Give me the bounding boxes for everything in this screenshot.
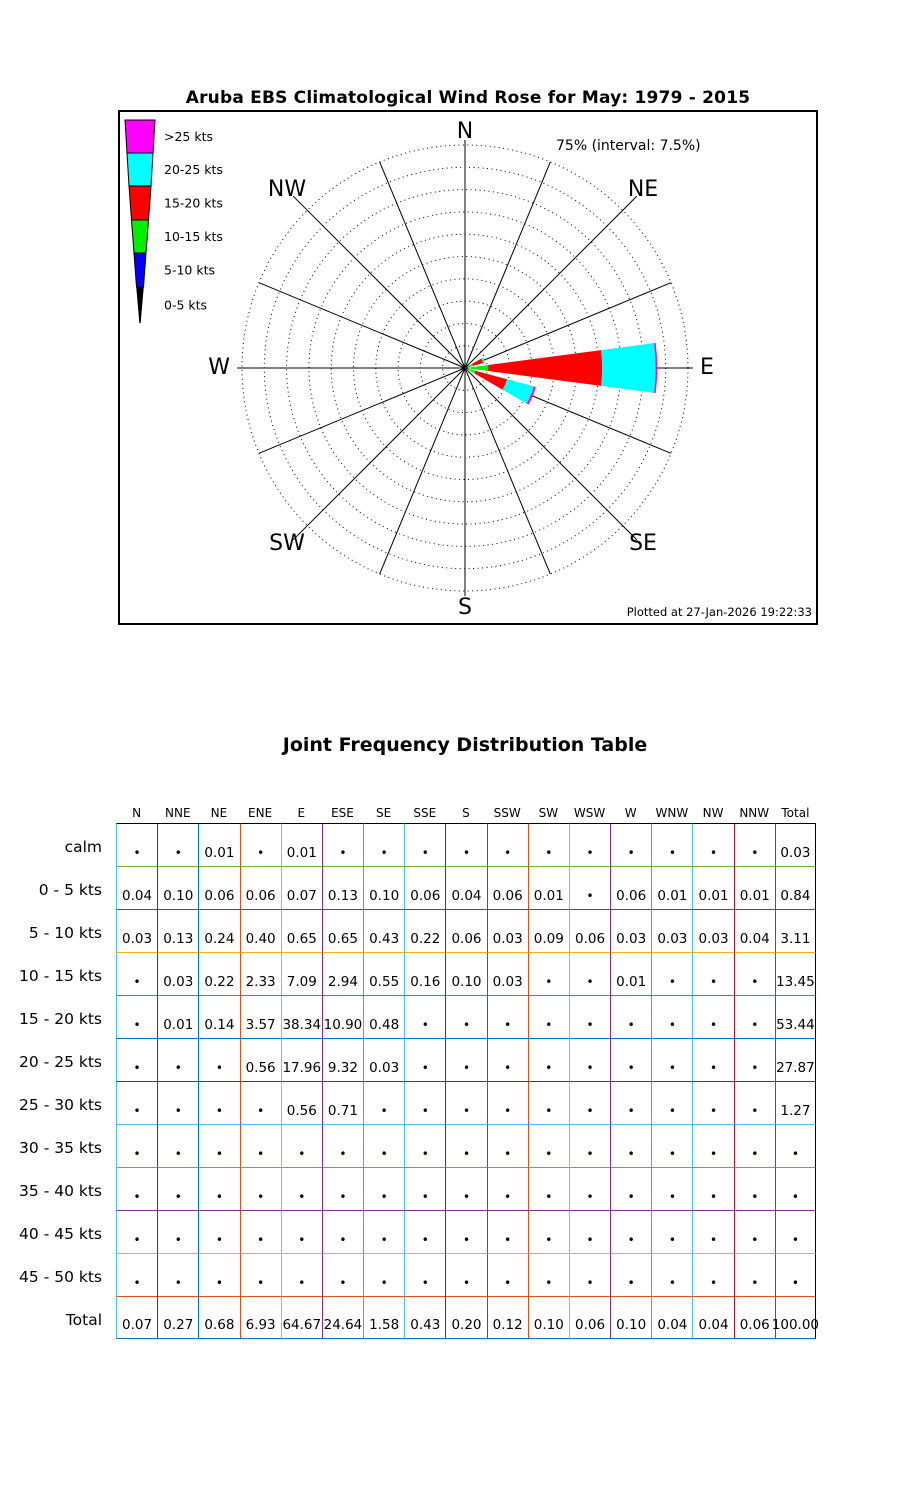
table-cell: • bbox=[528, 1038, 569, 1081]
table-cell: 0.03 bbox=[116, 909, 157, 952]
table-cell: • bbox=[363, 1081, 404, 1124]
compass-label-NE: NE bbox=[627, 177, 659, 202]
table-cell: • bbox=[198, 1081, 239, 1124]
table-cell: 38.34 bbox=[281, 995, 322, 1038]
table-cell: 0.10 bbox=[528, 1296, 569, 1339]
table-cell: • bbox=[240, 1210, 281, 1253]
table-cell: 0.12 bbox=[487, 1296, 528, 1339]
column-header-Total: Total bbox=[781, 806, 810, 820]
table-cell: • bbox=[322, 1124, 363, 1167]
table-cell: • bbox=[734, 952, 775, 995]
table-cell: 0.06 bbox=[240, 866, 281, 909]
table-cell: • bbox=[322, 1167, 363, 1210]
table-cell: 0.84 bbox=[775, 866, 816, 909]
table-cell: • bbox=[569, 952, 610, 995]
column-header-NNE: NNE bbox=[164, 806, 191, 820]
table-cell: • bbox=[610, 823, 651, 866]
table-cell: 0.06 bbox=[198, 866, 239, 909]
table-cell: • bbox=[363, 823, 404, 866]
table-cell: 3.57 bbox=[240, 995, 281, 1038]
compass-label-SE: SE bbox=[629, 531, 657, 556]
table-cell: 100.00 bbox=[775, 1296, 816, 1339]
table-cell: 0.10 bbox=[157, 866, 198, 909]
table-cell: • bbox=[528, 1253, 569, 1296]
compass-label-E: E bbox=[700, 355, 714, 380]
table-cell: • bbox=[528, 823, 569, 866]
table-cell: 0.22 bbox=[198, 952, 239, 995]
table-cell: • bbox=[198, 1253, 239, 1296]
table-cell: • bbox=[528, 1167, 569, 1210]
table-cell: • bbox=[445, 823, 486, 866]
table-cell: • bbox=[363, 1253, 404, 1296]
spoke-line bbox=[259, 283, 465, 368]
table-cell: 17.96 bbox=[281, 1038, 322, 1081]
table-cell: • bbox=[569, 1081, 610, 1124]
table-cell: • bbox=[116, 1038, 157, 1081]
spoke-line bbox=[293, 196, 465, 368]
table-cell: 3.11 bbox=[775, 909, 816, 952]
table-cell: • bbox=[363, 1210, 404, 1253]
spoke-line bbox=[293, 368, 465, 540]
plotted-at-text: Plotted at 27-Jan-2026 19:22:33 bbox=[626, 605, 812, 619]
table-cell: 0.10 bbox=[445, 952, 486, 995]
table-cell: • bbox=[692, 995, 733, 1038]
table-cell: • bbox=[692, 1253, 733, 1296]
table-cell: • bbox=[528, 952, 569, 995]
table-cell: 0.03 bbox=[692, 909, 733, 952]
table-cell: 0.04 bbox=[445, 866, 486, 909]
column-header-SW: SW bbox=[538, 806, 559, 820]
table-cell: 0.01 bbox=[528, 866, 569, 909]
legend-label: 0-5 kts bbox=[164, 297, 208, 313]
table-cell: • bbox=[157, 1167, 198, 1210]
legend-swatch bbox=[134, 253, 146, 287]
table-cell: • bbox=[651, 1167, 692, 1210]
table-cell: • bbox=[569, 1038, 610, 1081]
table-cell: 0.03 bbox=[487, 909, 528, 952]
table-cell: • bbox=[281, 1210, 322, 1253]
table-cell: • bbox=[116, 1167, 157, 1210]
table-cell: 0.04 bbox=[734, 909, 775, 952]
table-cell: • bbox=[610, 1210, 651, 1253]
table-cell: 0.03 bbox=[157, 952, 198, 995]
table-cell: 0.13 bbox=[322, 866, 363, 909]
table-cell: • bbox=[445, 1081, 486, 1124]
table-cell: • bbox=[692, 1124, 733, 1167]
table-cell: 24.64 bbox=[322, 1296, 363, 1339]
table-cell: • bbox=[692, 1081, 733, 1124]
table-cell: • bbox=[692, 1210, 733, 1253]
table-cell: • bbox=[569, 823, 610, 866]
table-cell: 2.33 bbox=[240, 952, 281, 995]
table-cell: 1.27 bbox=[775, 1081, 816, 1124]
legend-swatch bbox=[137, 287, 144, 323]
table-cell: 0.06 bbox=[569, 1296, 610, 1339]
table-cell: • bbox=[281, 1167, 322, 1210]
table-cell: • bbox=[651, 952, 692, 995]
compass-label-NW: NW bbox=[267, 177, 307, 202]
compass-label-SW: SW bbox=[269, 531, 305, 556]
table-cell: • bbox=[445, 1253, 486, 1296]
table-cell: • bbox=[281, 1124, 322, 1167]
table-cell: 0.48 bbox=[363, 995, 404, 1038]
table-cell: 0.07 bbox=[116, 1296, 157, 1339]
table-cell: • bbox=[734, 823, 775, 866]
table-cell: • bbox=[116, 952, 157, 995]
compass-label-S: S bbox=[458, 595, 472, 620]
column-header-NNW: NNW bbox=[739, 806, 770, 820]
row-label-40---45-kts: 40 - 45 kts bbox=[19, 1224, 102, 1243]
table-cell: • bbox=[569, 1124, 610, 1167]
compass-label-W: W bbox=[208, 355, 230, 380]
table-cell: • bbox=[734, 1124, 775, 1167]
table-cell: • bbox=[445, 1167, 486, 1210]
table-cell: • bbox=[651, 1210, 692, 1253]
spoke-line bbox=[380, 162, 465, 368]
table-cell: 0.06 bbox=[610, 866, 651, 909]
table-cell: 2.94 bbox=[322, 952, 363, 995]
table-cell: 0.56 bbox=[240, 1038, 281, 1081]
table-cell: • bbox=[363, 1167, 404, 1210]
table-cell: 0.10 bbox=[610, 1296, 651, 1339]
table-title: Joint Frequency Distribution Table bbox=[282, 734, 648, 756]
table-cell: 0.55 bbox=[363, 952, 404, 995]
legend-label: 10-15 kts bbox=[164, 229, 223, 244]
table-cell: 0.04 bbox=[692, 1296, 733, 1339]
table-cell: • bbox=[528, 1210, 569, 1253]
column-header-WSW: WSW bbox=[573, 806, 606, 820]
row-label-35---40-kts: 35 - 40 kts bbox=[19, 1181, 102, 1200]
table-cell: • bbox=[445, 1210, 486, 1253]
table-cell: 0.04 bbox=[651, 1296, 692, 1339]
table-cell: • bbox=[404, 1253, 445, 1296]
table-cell: 0.01 bbox=[610, 952, 651, 995]
column-header-NE: NE bbox=[210, 806, 228, 820]
table-cell: • bbox=[404, 1167, 445, 1210]
table-cell: • bbox=[610, 1167, 651, 1210]
table-cell: • bbox=[198, 1038, 239, 1081]
table-cell: 0.01 bbox=[734, 866, 775, 909]
table-cell: • bbox=[116, 1253, 157, 1296]
table-cell: 0.22 bbox=[404, 909, 445, 952]
table-cell: • bbox=[363, 1124, 404, 1167]
table-cell: 0.04 bbox=[116, 866, 157, 909]
table-cell: • bbox=[281, 1253, 322, 1296]
table-cell: 0.14 bbox=[198, 995, 239, 1038]
legend-label: >25 kts bbox=[164, 129, 214, 144]
column-header-SSE: SSE bbox=[413, 806, 437, 820]
spoke-line bbox=[465, 368, 637, 540]
table-cell: 10.90 bbox=[322, 995, 363, 1038]
table-cell: • bbox=[734, 1081, 775, 1124]
spoke-line bbox=[259, 368, 465, 453]
table-cell: 0.06 bbox=[734, 1296, 775, 1339]
table-cell: • bbox=[157, 1210, 198, 1253]
table-cell: • bbox=[322, 1210, 363, 1253]
legend-swatch bbox=[125, 120, 155, 153]
table-cell: • bbox=[528, 1081, 569, 1124]
table-cell: 0.68 bbox=[198, 1296, 239, 1339]
table-cell: • bbox=[240, 823, 281, 866]
column-header-ESE: ESE bbox=[331, 806, 354, 820]
legend-swatch bbox=[127, 153, 153, 186]
row-label-calm: calm bbox=[64, 837, 102, 856]
table-cell: • bbox=[487, 1081, 528, 1124]
row-label-10---15-kts: 10 - 15 kts bbox=[19, 966, 102, 985]
table-cell: 0.03 bbox=[363, 1038, 404, 1081]
legend-label: 15-20 kts bbox=[164, 195, 223, 211]
table-cell: 0.07 bbox=[281, 866, 322, 909]
table-cell: • bbox=[116, 995, 157, 1038]
table-cell: • bbox=[610, 1124, 651, 1167]
table-cell: 0.16 bbox=[404, 952, 445, 995]
table-cell: • bbox=[692, 1167, 733, 1210]
table-cell: • bbox=[240, 1081, 281, 1124]
table-cell: 9.32 bbox=[322, 1038, 363, 1081]
table-cell: 0.06 bbox=[569, 909, 610, 952]
table-cell: • bbox=[445, 1124, 486, 1167]
legend-label: 20-25 kts bbox=[164, 162, 223, 177]
table-cell: • bbox=[651, 823, 692, 866]
table-cell: 0.06 bbox=[487, 866, 528, 909]
table-cell: 0.20 bbox=[445, 1296, 486, 1339]
wind-rose-chart bbox=[120, 112, 816, 623]
table-cell: • bbox=[240, 1167, 281, 1210]
table-cell: 0.01 bbox=[692, 866, 733, 909]
table-cell: 0.43 bbox=[363, 909, 404, 952]
table-cell: • bbox=[157, 1124, 198, 1167]
table-cell: 0.09 bbox=[528, 909, 569, 952]
table-cell: 0.03 bbox=[610, 909, 651, 952]
table-cell: 0.71 bbox=[322, 1081, 363, 1124]
table-cell: • bbox=[157, 1253, 198, 1296]
table-cell: • bbox=[569, 995, 610, 1038]
row-label-0---5-kts: 0 - 5 kts bbox=[38, 880, 102, 899]
table-cell: 0.03 bbox=[775, 823, 816, 866]
table-cell: • bbox=[651, 1253, 692, 1296]
table-cell: • bbox=[610, 995, 651, 1038]
table-cell: • bbox=[487, 1253, 528, 1296]
table-cell: 64.67 bbox=[281, 1296, 322, 1339]
row-label-20---25-kts: 20 - 25 kts bbox=[19, 1052, 102, 1071]
wind-petal-segment bbox=[475, 371, 507, 390]
column-header-E: E bbox=[297, 806, 306, 820]
table-cell: 0.40 bbox=[240, 909, 281, 952]
table-cell: 27.87 bbox=[775, 1038, 816, 1081]
table-cell: 0.56 bbox=[281, 1081, 322, 1124]
table-cell: • bbox=[734, 995, 775, 1038]
table-cell: 6.93 bbox=[240, 1296, 281, 1339]
table-cell: • bbox=[487, 1167, 528, 1210]
legend-swatch bbox=[132, 220, 149, 253]
spoke-line bbox=[465, 368, 550, 574]
table-cell: • bbox=[610, 1253, 651, 1296]
column-header-WNW: WNW bbox=[655, 806, 689, 820]
table-cell: • bbox=[651, 1038, 692, 1081]
table-cell: 1.58 bbox=[363, 1296, 404, 1339]
row-label-25---30-kts: 25 - 30 kts bbox=[19, 1095, 102, 1114]
table-cell: • bbox=[116, 1081, 157, 1124]
row-label-45---50-kts: 45 - 50 kts bbox=[19, 1267, 102, 1286]
table-cell: • bbox=[775, 1124, 816, 1167]
table-cell: • bbox=[116, 1210, 157, 1253]
table-cell: • bbox=[528, 1124, 569, 1167]
column-header-S: S bbox=[462, 806, 470, 820]
table-cell: 0.24 bbox=[198, 909, 239, 952]
table-cell: • bbox=[734, 1253, 775, 1296]
table-cell: • bbox=[404, 823, 445, 866]
ring-max-label: 75% (interval: 7.5%) bbox=[556, 138, 701, 154]
row-label-30---35-kts: 30 - 35 kts bbox=[19, 1138, 102, 1157]
table-cell: • bbox=[528, 995, 569, 1038]
rose-title: Aruba EBS Climatological Wind Rose for May: 1979 - 2015 bbox=[185, 88, 751, 108]
column-header-SE: SE bbox=[376, 806, 392, 820]
column-header-ENE: ENE bbox=[248, 806, 273, 820]
column-header-SSW: SSW bbox=[493, 806, 521, 820]
table-cell: • bbox=[775, 1253, 816, 1296]
table-cell: • bbox=[445, 1038, 486, 1081]
table-cell: 0.10 bbox=[363, 866, 404, 909]
table-cell: • bbox=[157, 1081, 198, 1124]
table-cell: • bbox=[404, 1124, 445, 1167]
column-header-W: W bbox=[624, 806, 637, 820]
legend-label: 5-10 kts bbox=[164, 262, 215, 278]
table-cell: • bbox=[692, 1038, 733, 1081]
table-cell: • bbox=[610, 1081, 651, 1124]
table-cell: • bbox=[487, 823, 528, 866]
spoke-line bbox=[465, 162, 550, 368]
table-cell: 0.06 bbox=[404, 866, 445, 909]
row-label-Total: Total bbox=[65, 1310, 102, 1329]
table-cell: • bbox=[198, 1124, 239, 1167]
table-cell: • bbox=[610, 1038, 651, 1081]
column-header-NW: NW bbox=[702, 806, 724, 820]
table-cell: • bbox=[198, 1210, 239, 1253]
table-cell: 0.01 bbox=[651, 866, 692, 909]
table-cell: • bbox=[651, 995, 692, 1038]
table-cell: • bbox=[404, 1081, 445, 1124]
table-cell: 0.06 bbox=[445, 909, 486, 952]
table-cell: • bbox=[775, 1210, 816, 1253]
table-cell: • bbox=[445, 995, 486, 1038]
table-cell: 7.09 bbox=[281, 952, 322, 995]
table-cell: • bbox=[569, 1253, 610, 1296]
table-cell: • bbox=[487, 1124, 528, 1167]
table-cell: • bbox=[404, 1038, 445, 1081]
table-cell: 0.27 bbox=[157, 1296, 198, 1339]
table-cell: • bbox=[487, 1038, 528, 1081]
table-cell: 13.45 bbox=[775, 952, 816, 995]
row-label-15---20-kts: 15 - 20 kts bbox=[19, 1009, 102, 1028]
table-cell: • bbox=[240, 1124, 281, 1167]
table-cell: • bbox=[734, 1210, 775, 1253]
table-cell: • bbox=[116, 1124, 157, 1167]
table-cell: • bbox=[651, 1081, 692, 1124]
table-cell: • bbox=[240, 1253, 281, 1296]
table-cell: • bbox=[692, 823, 733, 866]
table-cell: 0.01 bbox=[281, 823, 322, 866]
spoke-line bbox=[380, 368, 465, 574]
wind-rose-plot-box bbox=[118, 110, 818, 625]
table-cell: 0.01 bbox=[157, 995, 198, 1038]
table-cell: • bbox=[404, 995, 445, 1038]
table-cell: 53.44 bbox=[775, 995, 816, 1038]
table-cell: 0.43 bbox=[404, 1296, 445, 1339]
table-cell: • bbox=[692, 952, 733, 995]
table-cell: • bbox=[569, 1210, 610, 1253]
column-header-N: N bbox=[132, 806, 142, 820]
table-cell: • bbox=[322, 1253, 363, 1296]
table-cell: • bbox=[569, 1167, 610, 1210]
table-cell: • bbox=[734, 1038, 775, 1081]
table-cell: • bbox=[157, 1038, 198, 1081]
table-cell: • bbox=[157, 823, 198, 866]
table-cell: 0.03 bbox=[487, 952, 528, 995]
table-cell: 0.13 bbox=[157, 909, 198, 952]
table-cell: • bbox=[487, 995, 528, 1038]
table-cell: • bbox=[734, 1167, 775, 1210]
table-cell: • bbox=[651, 1124, 692, 1167]
table-cell: 0.01 bbox=[198, 823, 239, 866]
legend-swatch bbox=[129, 186, 151, 220]
table-cell: • bbox=[775, 1167, 816, 1210]
table-cell: 0.03 bbox=[651, 909, 692, 952]
table-cell: • bbox=[487, 1210, 528, 1253]
table-cell: • bbox=[198, 1167, 239, 1210]
table-cell: • bbox=[322, 823, 363, 866]
row-label-5---10-kts: 5 - 10 kts bbox=[28, 923, 102, 942]
table-cell: 0.65 bbox=[322, 909, 363, 952]
table-cell: • bbox=[404, 1210, 445, 1253]
table-cell: 0.65 bbox=[281, 909, 322, 952]
table-cell: • bbox=[569, 866, 610, 909]
wind-petal-segment bbox=[601, 343, 656, 393]
table-cell: • bbox=[116, 823, 157, 866]
compass-label-N: N bbox=[456, 119, 474, 144]
